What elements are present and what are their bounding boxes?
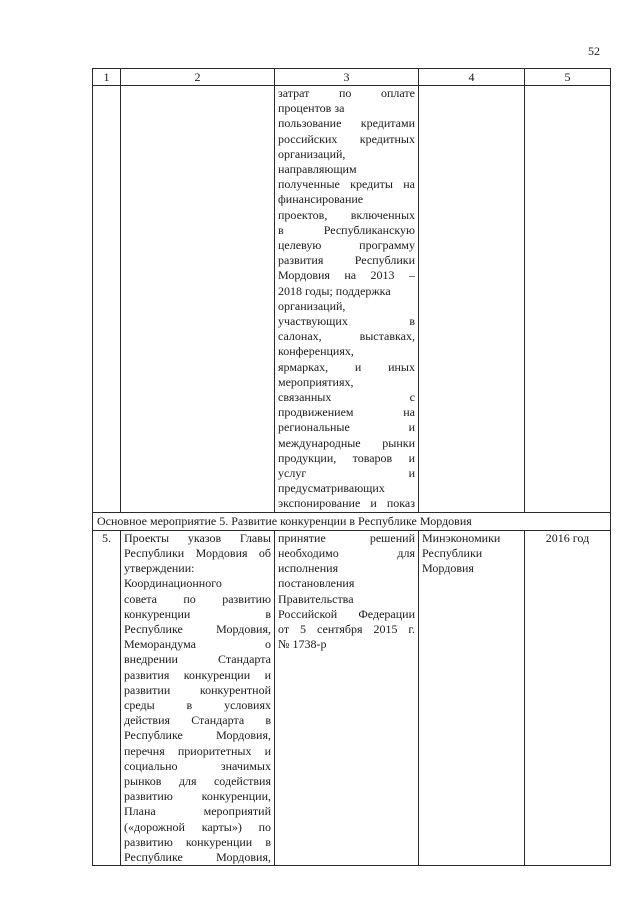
cell-line: Меморандума о (124, 637, 271, 652)
cell-line: Минэкономики (422, 530, 501, 545)
cell-line: утверждении: (124, 561, 195, 576)
cell-item-description (121, 530, 275, 865)
cell-line: развитии конкурентной (124, 682, 271, 697)
item-description-text (124, 531, 271, 865)
cell-line: организаций, (278, 298, 346, 313)
cell-line: организаций, (278, 146, 346, 161)
cell-col4 (419, 86, 525, 513)
cell-line: полученные кредиты на (278, 177, 415, 192)
item-responsible-text (422, 531, 521, 577)
cell-line: развитию конкуренции, (124, 789, 271, 804)
cell-line: российских кредитных (278, 131, 415, 146)
document-table (92, 68, 611, 866)
cell-line: Российской Федерации (278, 606, 415, 621)
cell-line: проектов, включенных (278, 207, 415, 222)
table-header-row (93, 69, 611, 86)
section-row (93, 512, 611, 530)
cell-line: № 1738-р (278, 637, 327, 652)
cell-line: социально значимых (124, 758, 271, 773)
cell-col3-measures (275, 86, 419, 513)
cell-col2 (121, 86, 275, 513)
table-row-item-5 (93, 530, 611, 865)
cell-line: Республики (422, 545, 483, 560)
cell-line: региональные и (278, 420, 415, 435)
table-row-continuation (93, 86, 611, 513)
cell-line: Координационного (124, 576, 222, 591)
column-header-2: 2 (121, 69, 275, 86)
cell-line: ярмарках, и иных (278, 359, 415, 374)
column-header-4: 4 (419, 69, 525, 86)
cell-line: 2018 годы; поддержка (278, 283, 391, 298)
cell-line: Республики Мордовия об (124, 545, 271, 560)
cell-line: связанных с (278, 390, 415, 405)
cell-line: постановления (278, 576, 355, 591)
cell-line: Правительства (278, 591, 354, 606)
cell-line: участвующих в (278, 314, 415, 329)
item-rationale-text (278, 531, 415, 653)
cell-line: целевую программу (278, 238, 415, 253)
cell-line: экспонирование и показ (278, 496, 415, 511)
cell-line: от 5 сентября 2015 г. (278, 621, 415, 636)
column-header-1: 1 (93, 69, 121, 86)
measures-text (278, 86, 415, 512)
cell-line: продукции, товаров и (278, 450, 415, 465)
cell-line: услуг и (278, 466, 415, 481)
cell-line: затрат по оплате (278, 86, 415, 100)
cell-line: внедрении Стандарта (124, 652, 271, 667)
item-deadline: 2016 год (525, 530, 611, 865)
cell-line: развития Республики (278, 253, 415, 268)
cell-line: предусматривающих (278, 481, 385, 496)
cell-line: салонах, выставках, (278, 329, 415, 344)
cell-col5 (525, 86, 611, 513)
cell-line: перечня приоритетных и (124, 743, 271, 758)
cell-line: среды в условиях (124, 697, 271, 712)
cell-line: процентов за (278, 101, 345, 116)
cell-col1 (93, 86, 121, 513)
page-number: 52 (588, 44, 600, 58)
cell-line: совета по развитию (124, 591, 271, 606)
cell-item-responsible (419, 530, 525, 865)
cell-line: финансирование (278, 192, 364, 207)
cell-item-rationale (275, 530, 419, 865)
cell-line: развитию конкуренции в (124, 834, 271, 849)
cell-line: конференциях, (278, 344, 354, 359)
cell-line: Республике Мордовия, (124, 621, 271, 636)
cell-line: принятие решений (278, 530, 415, 545)
column-header-3: 3 (275, 69, 419, 86)
cell-line: направляющим (278, 162, 357, 177)
cell-line: мероприятиях, (278, 374, 354, 389)
cell-line: рынков для содействия (124, 773, 271, 788)
cell-line: действия Стандарта в (124, 713, 271, 728)
cell-line: конкуренции в (124, 606, 271, 621)
column-header-5: 5 (525, 69, 611, 86)
cell-line: Мордовия (422, 561, 474, 576)
cell-line: Проекты указов Главы (124, 530, 271, 545)
cell-line: продвижением на (278, 405, 415, 420)
cell-line: пользование кредитами (278, 116, 415, 131)
cell-line: («дорожной карты») по (124, 819, 271, 834)
section-title: Основное мероприятие 5. Развитие конкуренции в Республике Мордовия (93, 512, 611, 530)
cell-line: развития конкуренции и (124, 667, 271, 682)
cell-line: Республике Мордовия, (124, 728, 271, 743)
cell-line: Плана мероприятий (124, 804, 271, 819)
cell-line: исполнения (278, 561, 339, 576)
cell-line: Республике Мордовия, (124, 849, 271, 864)
cell-line: в Республиканскую (278, 222, 415, 237)
cell-line: необходимо для (278, 545, 415, 560)
item-number: 5. (93, 530, 121, 865)
cell-line: международные рынки (278, 435, 415, 450)
cell-line: Мордовия на 2013 – (278, 268, 415, 283)
